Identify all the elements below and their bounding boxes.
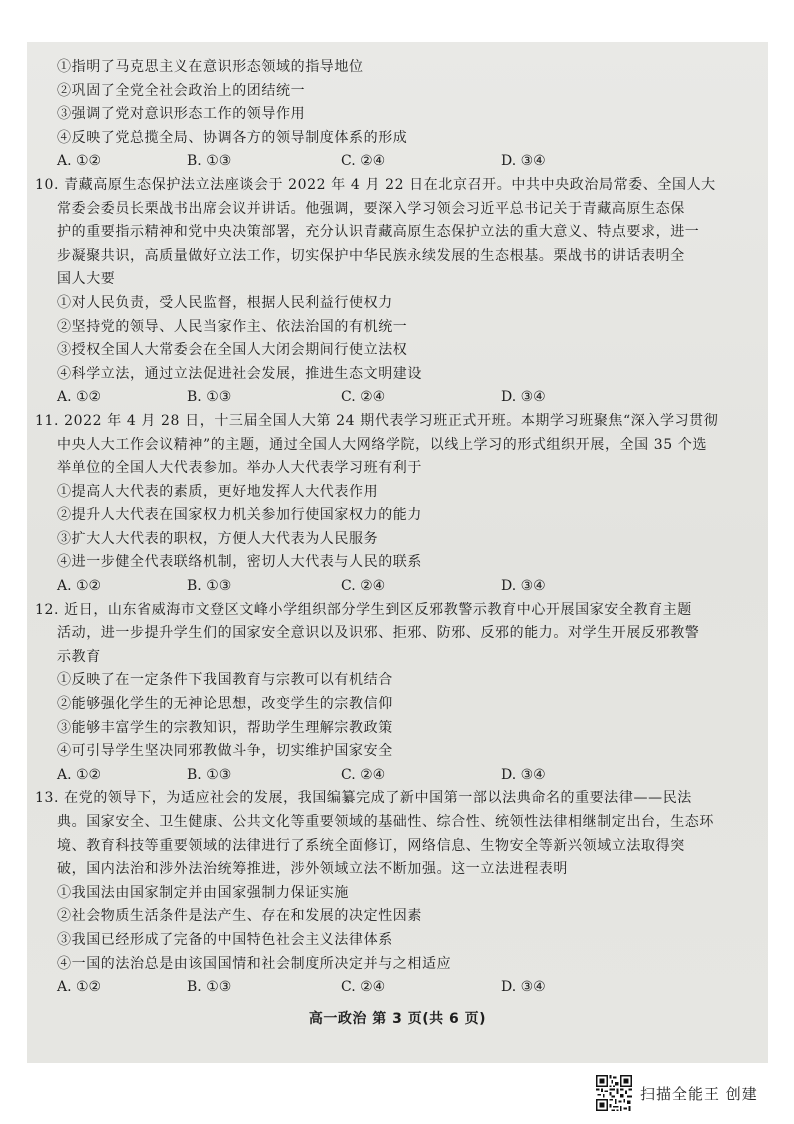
answer-choices xyxy=(57,575,747,599)
question-text: 中央人大工作会议精神”的主题，通过全国人大网络学院，以线上学习的形式组织开展，全国 35 个选 xyxy=(57,436,708,453)
option-statement: ①提高人大代表的素质，更好地发挥人大代表作用 xyxy=(57,483,379,500)
answer-choice: D. ③④ xyxy=(501,979,546,996)
option-statement: ③授权全国人大常委会在全国人大闭会期间行使立法权 xyxy=(57,342,408,359)
question-text: 国人大要 xyxy=(57,271,116,288)
answer-choice: B. ①③ xyxy=(187,153,232,170)
answer-choice: D. ③④ xyxy=(501,153,546,170)
exam-page xyxy=(27,42,768,1063)
option-statement: ④进一步健全代表联络机制，密切人大代表与人民的联系 xyxy=(57,554,422,571)
answer-choice: B. ①③ xyxy=(187,766,232,783)
question-text: 境、教育科技等重要领域的法律进行了系统全面修订，网络信息、生物安全等新兴领域立法取得突 xyxy=(57,837,685,854)
answer-choice: A. ①② xyxy=(57,578,102,595)
question-text: 常委会委员长栗战书出席会议并讲话。他强调，要深入学习领会习近平总书记关于青藏高原生态保 xyxy=(57,200,685,217)
question-text: 破，国内法治和涉外法治统筹推进，涉外领域立法不断加强。这一立法进程表明 xyxy=(57,861,568,878)
option-statement: ①对人民负责，受人民监督，根据人民利益行使权力 xyxy=(57,294,393,311)
question-text: 步凝聚共识，高质量做好立法工作，切实保护中华民族永续发展的生态根基。栗战书的讲话表明全 xyxy=(57,247,685,264)
question-text: 12. 近日，山东省威海市文登区文峰小学组织部分学生到区反邪教警示教育中心开展国家安全教育主题 xyxy=(35,601,692,618)
answer-choice: C. ②④ xyxy=(341,578,386,595)
option-statement: ②社会物质生活条件是法产生、存在和发展的决定性因素 xyxy=(57,908,422,925)
question-text: 11. 2022 年 4 月 28 日，十三届全国人大第 24 期代表学习班正式开班。本期学习班聚焦“深入学习贯彻 xyxy=(35,412,719,429)
question-text: 13. 在党的领导下，为适应社会的发展，我国编纂完成了新中国第一部以法典命名的重要法律——民法 xyxy=(35,790,692,807)
answer-choices xyxy=(57,976,747,1000)
answer-choice: C. ②④ xyxy=(341,153,386,170)
option-statement: ②坚持党的领导、人民当家作主、依法治国的有机统一 xyxy=(57,318,408,335)
answer-choices xyxy=(57,386,747,410)
option-statement: ④可引导学生坚决同邪教做斗争，切实维护国家安全 xyxy=(57,743,393,760)
question-text: 活动，进一步提升学生们的国家安全意识以及识邪、拒邪、防邪、反邪的能力。对学生开展反邪教警 xyxy=(57,625,700,642)
option-statement: ④反映了党总揽全局、协调各方的领导制度体系的形成 xyxy=(57,129,408,146)
answer-choice: D. ③④ xyxy=(501,578,546,595)
page-footer: 高一政治 第 3 页(共 6 页) xyxy=(308,1011,487,1027)
answer-choice: C. ②④ xyxy=(341,979,386,996)
answer-choice: C. ②④ xyxy=(341,766,386,783)
question-text: 典。国家安全、卫生健康、公共文化等重要领域的基础性、综合性、统领性法律相继制定出台，生态环 xyxy=(57,814,714,830)
watermark-text: 扫描全能王 创建 xyxy=(640,1084,758,1103)
question-text: 举单位的全国人大代表参加。举办人大代表学习班有利于 xyxy=(57,460,422,477)
question-text: 护的重要指示精神和党中央决策部署，充分认识青藏高原生态保护立法的重大意义、特点要求，进一 xyxy=(57,224,700,241)
option-statement: ③扩大人大代表的职权，方便人大代表为人民服务 xyxy=(57,530,379,547)
answer-choice: B. ①③ xyxy=(187,578,232,595)
answer-choices xyxy=(57,150,747,174)
option-statement: ①我国法由国家制定并由国家强制力保证实施 xyxy=(57,884,349,901)
answer-choice: A. ①② xyxy=(57,766,102,783)
answer-choices xyxy=(57,764,747,788)
answer-choice: B. ①③ xyxy=(187,389,232,406)
option-statement: ②提升人大代表在国家权力机关参加行使国家权力的能力 xyxy=(57,507,422,524)
answer-choice: A. ①② xyxy=(57,979,102,996)
answer-choice: D. ③④ xyxy=(501,766,546,783)
answer-choice: A. ①② xyxy=(57,153,102,170)
answer-choice: D. ③④ xyxy=(501,389,546,406)
question-text: 10. 青藏高原生态保护法立法座谈会于 2022 年 4 月 22 日在北京召开。中共中央政治局常委、全国人大 xyxy=(35,176,716,193)
answer-choice: B. ①③ xyxy=(187,979,232,996)
option-statement: ④科学立法，通过立法促进社会发展，推进生态文明建设 xyxy=(57,365,422,382)
scanner-watermark xyxy=(596,1073,758,1113)
option-statement: ①反映了在一定条件下我国教育与宗教可以有机结合 xyxy=(57,672,393,689)
option-statement: ④一国的法治总是由该国国情和社会制度所决定并与之相适应 xyxy=(57,955,452,972)
option-statement: ①指明了马克思主义在意识形态领域的指导地位 xyxy=(57,59,364,75)
page-content xyxy=(35,56,747,1000)
option-statement: ③我国已经形成了完备的中国特色社会主义法律体系 xyxy=(57,931,393,948)
qr-code-icon xyxy=(596,1075,632,1111)
option-statement: ②能够强化学生的无神论思想，改变学生的宗教信仰 xyxy=(57,696,393,713)
answer-choice: C. ②④ xyxy=(341,389,386,406)
answer-choice: A. ①② xyxy=(57,389,102,406)
question-text: 示教育 xyxy=(57,648,101,665)
option-statement: ②巩固了全党全社会政治上的团结统一 xyxy=(57,82,306,99)
option-statement: ③强调了党对意识形态工作的领导作用 xyxy=(57,106,306,123)
option-statement: ③能够丰富学生的宗教知识，帮助学生理解宗教政策 xyxy=(57,719,393,736)
